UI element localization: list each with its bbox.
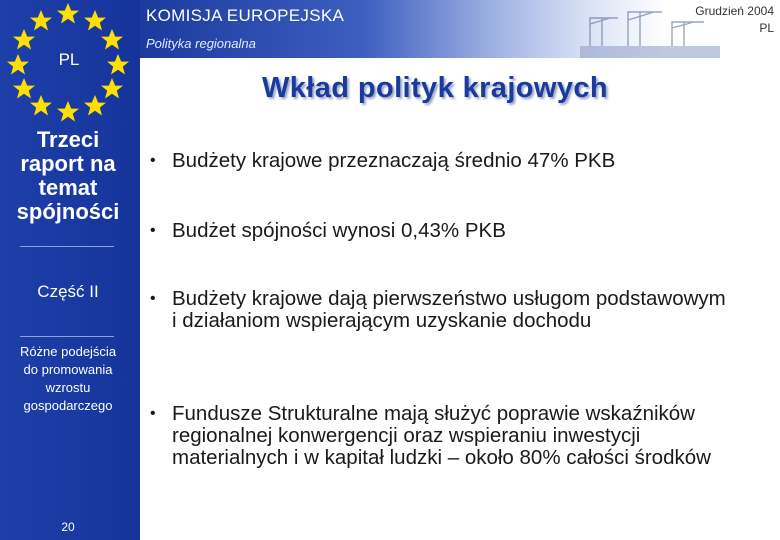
report-title-line: raport na bbox=[20, 151, 116, 176]
section-title-line: gospodarczego bbox=[23, 398, 113, 413]
part-label: Część II bbox=[37, 282, 99, 301]
sidebar bbox=[0, 0, 140, 540]
department-subtitle: Polityka regionalna bbox=[146, 36, 256, 51]
bullet-item bbox=[150, 403, 740, 469]
section-title bbox=[0, 343, 136, 415]
page-number: 20 bbox=[61, 520, 75, 534]
bullet-text: Budżety krajowe przeznaczają średnio 47% PKB bbox=[172, 149, 616, 172]
bullet-text: Budżety krajowe dają pierwszeństwo usługom podstawowym i działaniom wspierającym uzyskanie dochodu bbox=[172, 287, 726, 332]
organization-name: KOMISJA EUROPEJSKA bbox=[146, 6, 345, 25]
bullet-marker: • bbox=[150, 290, 156, 307]
divider bbox=[20, 246, 114, 247]
section-title-line: Różne podejścia bbox=[19, 344, 117, 359]
report-title-line: temat bbox=[38, 175, 98, 200]
bullet-item bbox=[150, 150, 750, 172]
slide-title: Wkład polityk krajowych bbox=[262, 72, 609, 104]
date-label bbox=[695, 3, 774, 37]
date-text: Grudzień 2004 bbox=[695, 4, 774, 18]
report-title-line: Trzeci bbox=[36, 127, 100, 152]
bullet-marker: • bbox=[150, 405, 156, 422]
section-title-line: wzrostu bbox=[45, 380, 91, 395]
country-code: PL bbox=[58, 50, 80, 69]
section-title-line: do promowania bbox=[23, 362, 113, 377]
bullet-marker: • bbox=[150, 152, 156, 169]
report-title bbox=[0, 128, 136, 224]
bullet-text: Budżet spójności wynosi 0,43% PKB bbox=[172, 219, 506, 242]
bullet-text: Fundusze Strukturalne mają służyć poprawie wskaźników regionalnej konwergencji oraz wspieraniu inwestycji materialnych i w kapitał ludzki – około 80% całości środków bbox=[172, 402, 711, 469]
bullet-marker: • bbox=[150, 222, 156, 239]
bullet-item bbox=[150, 288, 730, 332]
bullet-item bbox=[150, 220, 750, 242]
language-code: PL bbox=[759, 21, 774, 35]
divider bbox=[20, 336, 114, 337]
report-title-line: spójności bbox=[16, 199, 120, 224]
